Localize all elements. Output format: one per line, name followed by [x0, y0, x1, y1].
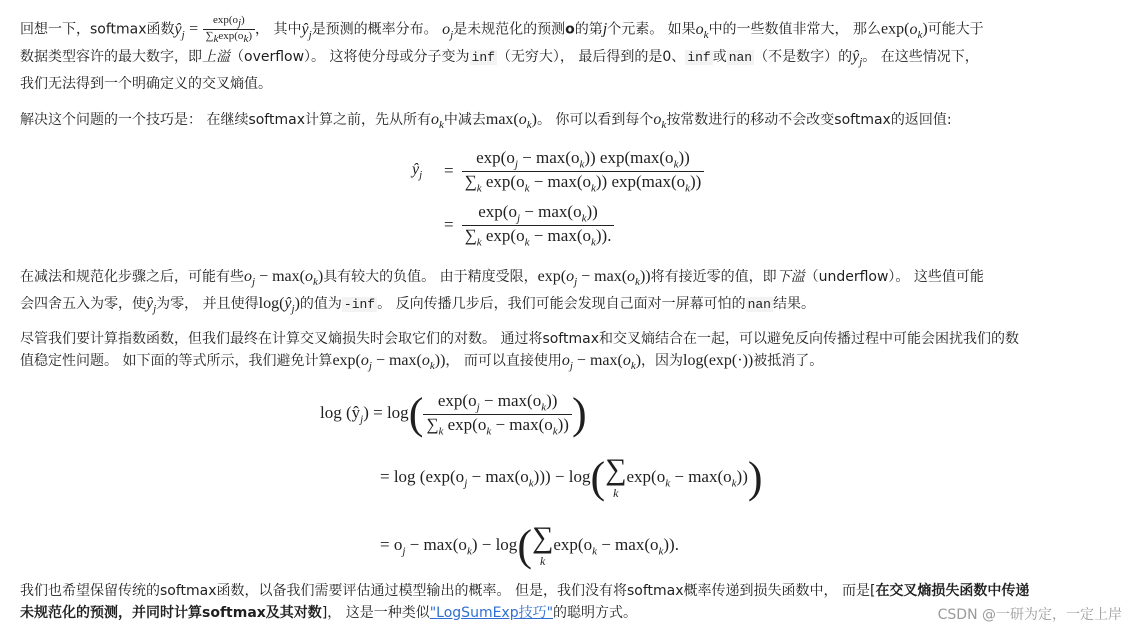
- text: 具有较大的负值。 由于精度受限，: [323, 269, 538, 285]
- text: 我们无法得到一个明确定义的交叉熵值。: [20, 76, 272, 93]
- text: （不是数字）的: [754, 48, 853, 65]
- bold-o: o: [565, 21, 575, 38]
- inline-code-inf: inf: [687, 49, 711, 65]
- text: ]， 这是一种类似: [321, 605, 430, 621]
- text: 可能大于: [927, 21, 984, 38]
- math-j: j: [602, 20, 608, 38]
- text: 解决这个问题的一个技巧是： 在继续softmax计算之前，先从所有: [20, 112, 431, 128]
- overflow-term: 上溢: [202, 48, 230, 65]
- text: 我们也希望保留传统的softmax函数，以备我们需要评估通过模型输出的概率。 但是，我们没有将softmax概率传递到损失函数中， 而是[: [20, 583, 876, 599]
- text: 结果。: [772, 296, 815, 313]
- text: 。 反向传播几步后，我们可能会发现自己面对一屏幕可怕的: [377, 296, 746, 313]
- text: 将有接近零的值，即: [650, 269, 777, 285]
- softmax-fraction: $\frac{\exp(o_j)}{\sum_k\exp(o_k)}$: [203, 14, 255, 45]
- logsumexp-link[interactable]: "LogSumExp技巧": [429, 605, 554, 621]
- text: 在减法和规范化步骤之后，可能有些: [20, 269, 244, 285]
- inline-code-nan: nan: [747, 297, 771, 313]
- equation-shift-invariance: $ŷ_j$ = $\frac{\exp(o_j - \max(o_k)) \exp(\max(o_k))}{\sum_k \exp(o_k - \max(o_k)) \exp(\max(o_k))}$ = $\frac{\exp(o_j - \max(o_k))}{\sum_k \exp(o_k - \max(o_k)).}$: [412, 144, 704, 252]
- inline-code-nan: nan: [728, 49, 753, 65]
- paragraph-trick: 解决这个问题的一个技巧是： 在继续softmax计算之前，先从所有$o_k$中减去$\max(o_k)$。 你可以看到每个$o_k$按常数进行的移动不会改变softmax的返回值:: [20, 111, 952, 132]
- text: 。 在这些情况下，: [862, 48, 979, 65]
- bold-text: 在交叉熵损失函数中传递: [875, 583, 1030, 599]
- text: （无穷大）， 最后得到的是0、: [496, 48, 686, 65]
- text: 中减去: [443, 112, 486, 128]
- text: 的聪明方式。: [553, 605, 638, 621]
- text: （overflow）。 这将使分母或分子变为: [230, 48, 470, 65]
- eq2-line-1: $\log (ŷ_j) = \log$ ( $\frac{\exp(o_j - \max(o_k))}{\sum_k \exp(o_k - \max(o_k))}$ ): [320, 389, 587, 438]
- text: ， 其中: [255, 21, 302, 38]
- text: 的第: [574, 21, 603, 38]
- text: 按常数进行的移动不会改变softmax的返回值:: [666, 112, 952, 128]
- paragraph-logsoftmax: 尽管我们要计算指数函数，但我们最终在计算交叉熵损失时会取它们的对数。 通过将softmax和交叉熵结合在一起，可以避免反向传播过程中可能会困扰我们的数 值稳定性问题。 如下面的等式所示，我们避免计算$\exp(o_j - \max(o_k))$， 而可以直接使用$o_j - \max(o_k)$，因为log(exp(·))被抵消了。: [20, 331, 1019, 373]
- text: （underflow）。 这些值可能: [804, 269, 984, 285]
- text: 个元素。 如果: [607, 21, 696, 38]
- eq2-line-3: = $o_j - \max(o_k) - \log$ ( ∑ k $\exp(o_k - \max(o_k))$.: [380, 521, 679, 570]
- text: 是预测的概率分布。: [311, 21, 438, 38]
- text: 。 你可以看到每个: [536, 112, 654, 128]
- text: 中的一些数值非常大， 那么: [708, 21, 882, 38]
- text: 的值为: [299, 296, 342, 313]
- text: 是未规范化的预测: [453, 21, 566, 38]
- underflow-term: 下溢: [776, 269, 805, 285]
- text: 被抵消了。: [753, 353, 824, 369]
- text: 数据类型容许的最大数字，即: [20, 48, 202, 65]
- text: 值稳定性问题。 如下面的等式所示，我们避免计算: [20, 353, 333, 369]
- inline-code-neginf: -inf: [343, 297, 376, 313]
- eq2-line-2: = $\log (\exp(o_j - \max(o_k))) - \log$ ( ∑ k $\exp(o_k - \max(o_k))$ ): [380, 453, 763, 502]
- text: 尽管我们要计算指数函数，但我们最终在计算交叉熵损失时会取它们的对数。 通过将softmax和交叉熵结合在一起，可以避免反向传播过程中可能会困扰我们的数: [20, 331, 1019, 347]
- paragraph-softmax-overflow: 回想一下，softmax函数$ŷ_j$ = $\frac{\exp(o_j)}{\sum_k\exp(o_k)}$ ， 其中$ŷ_j$是预测的概率分布。 $o_j$是未规范化的预测o的第j个元素。 如果$o_k$中的一些数值非常大， 那么$\exp(o_k)$可能大于 数据类型容许的最大数字，即上溢（overflow）。 这将使分母或分子变为 inf （无穷大）， 最后得到的是0、 inf 或 nan （不是数字）的$ŷ_j$。 在这些情况下， 我们无法得到一个明确定义的交叉熵值。: [20, 14, 984, 93]
- equation-log-softmax: [320, 384, 763, 580]
- math-yhat: $ŷ_j$: [174, 20, 185, 41]
- bold-text: 未规范化的预测，并同时计算softmax及其对数: [20, 605, 322, 621]
- text: 为零， 并且使得: [156, 296, 259, 313]
- inline-code-inf: inf: [471, 49, 495, 65]
- text: ， 而可以直接使用: [445, 353, 562, 369]
- text: 会四舍五入为零，使: [20, 296, 146, 313]
- paragraph-underflow: 在减法和规范化步骤之后，可能有些$o_j - \max(o_k)$具有较大的负值。 由于精度受限，$\exp(o_j - \max(o_k))$将有接近零的值，即下溢（underflow）。 这些值可能 会四舍五入为零，使$ŷ_j$为零， 并且使得$\log(ŷ_j)$的值为 -inf 。 反向传播几步后，我们可能会发现自己面对一屏幕可怕的 nan 结果。: [20, 268, 984, 316]
- text: 或: [712, 48, 727, 65]
- text: ，因为: [641, 353, 684, 369]
- csdn-watermark: CSDN @一研为定，一定上岸: [937, 607, 1122, 623]
- text: 回想一下，softmax函数: [20, 21, 175, 38]
